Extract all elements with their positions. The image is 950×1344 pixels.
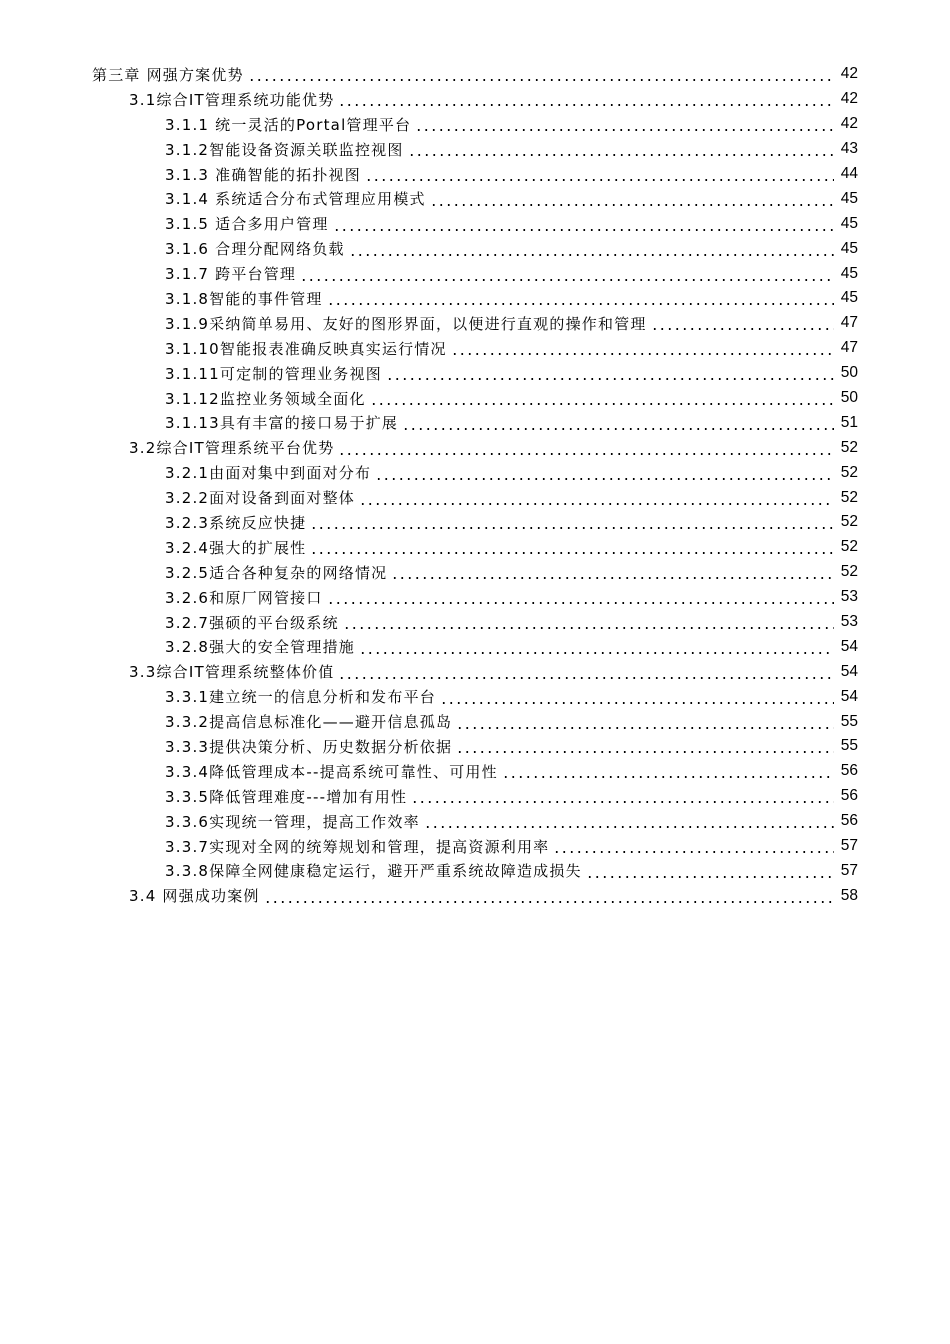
toc-entry[interactable]	[0, 809, 950, 834]
toc-entry[interactable]	[0, 186, 950, 211]
toc-entry-page-number: 45	[840, 214, 858, 232]
toc-entry-page-number: 52	[840, 538, 858, 556]
toc-entry[interactable]	[0, 610, 950, 635]
toc-entry[interactable]	[0, 585, 950, 610]
dot-leader	[456, 714, 834, 730]
dot-leader	[359, 490, 834, 506]
dot-leader	[415, 116, 834, 132]
toc-entry-page-number: 54	[840, 637, 858, 655]
toc-entry-title: 3.1.11可定制的管理业务视图	[165, 364, 382, 383]
toc-entry-title: 3.1.5 适合多用户管理	[165, 215, 329, 234]
dot-leader	[300, 266, 834, 282]
dot-leader	[411, 788, 834, 804]
toc-entry-page-number: 56	[840, 812, 858, 830]
dot-leader	[327, 290, 834, 306]
toc-entry-page-number: 45	[840, 189, 858, 207]
toc-entry-page-number: 52	[840, 513, 858, 531]
toc-entry[interactable]	[0, 659, 950, 684]
dot-leader	[338, 91, 834, 107]
dot-leader	[310, 514, 834, 530]
toc-entry[interactable]	[0, 535, 950, 560]
dot-leader	[338, 664, 834, 680]
toc-entry-title: 3.3.4降低管理成本--提高系统可靠性、可用性	[165, 762, 498, 781]
toc-entry-page-number: 57	[840, 837, 858, 855]
dot-leader	[553, 838, 834, 854]
toc-entry[interactable]	[0, 834, 950, 859]
toc-entry[interactable]	[0, 336, 950, 361]
toc-entry-title: 3.3.1建立统一的信息分析和发布平台	[165, 688, 436, 707]
toc-entry-title: 3.1.9采纳简单易用、友好的图形界面，以便进行直观的操作和管理	[165, 314, 647, 333]
dot-leader	[365, 166, 834, 182]
toc-entry-title: 3.2.2面对设备到面对整体	[165, 489, 355, 508]
dot-leader	[349, 241, 834, 257]
toc-entry-title: 3.1.7 跨平台管理	[165, 265, 297, 284]
toc-entry-page-number: 56	[840, 787, 858, 805]
toc-entry[interactable]	[0, 859, 950, 884]
toc-entry-title: 3.3.5降低管理难度---增加有用性	[165, 787, 408, 806]
toc-entry-page-number: 44	[840, 165, 858, 182]
toc-entry[interactable]	[0, 410, 950, 435]
toc-entry[interactable]	[0, 137, 950, 162]
toc-entry-title: 3.2.5适合各种复杂的网络情况	[165, 563, 388, 582]
dot-leader	[430, 191, 834, 207]
toc-entry[interactable]	[0, 211, 950, 236]
dot-leader	[402, 415, 834, 431]
toc-entry-title: 3.3综合IT管理系统整体价值	[129, 663, 335, 682]
toc-entry-page-number: 54	[840, 662, 858, 680]
toc-entry-page-number: 52	[840, 438, 858, 456]
toc-entry-title: 3.1.1 统一灵活的Portal管理平台	[165, 115, 412, 134]
toc-entry-title: 3.1.3 准确智能的拓扑视图	[165, 165, 361, 184]
toc-entry[interactable]	[0, 784, 950, 809]
toc-entry-title: 3.4 网强成功案例	[129, 887, 260, 906]
dot-leader	[451, 340, 834, 356]
dot-leader	[386, 365, 834, 381]
toc-entry-page-number: 55	[840, 737, 858, 755]
toc-entry-page-number: 42	[840, 90, 858, 108]
toc-entry[interactable]	[0, 311, 950, 336]
dot-leader	[408, 141, 834, 157]
toc-entry[interactable]	[0, 62, 950, 87]
toc-entry-title: 3.1.12监控业务领域全面化	[165, 389, 366, 408]
toc-entry[interactable]	[0, 510, 950, 535]
dot-leader	[359, 639, 834, 655]
dot-leader	[440, 689, 834, 705]
toc-entry[interactable]	[0, 112, 950, 137]
toc-entry-page-number: 53	[840, 613, 858, 631]
toc-entry-title: 3.3.7实现对全网的统筹规划和管理，提高资源利用率	[165, 837, 550, 856]
dot-leader	[333, 216, 834, 232]
toc-entry-title: 第三章 网强方案优势	[92, 65, 244, 84]
toc-entry-page-number: 54	[840, 687, 858, 705]
dot-leader	[248, 66, 834, 82]
dot-leader	[264, 888, 834, 904]
toc-entry-title: 3.2综合IT管理系统平台优势	[129, 439, 335, 458]
toc-entry-page-number: 42	[840, 115, 858, 133]
toc-entry-page-number: 50	[840, 364, 858, 382]
dot-leader	[424, 813, 834, 829]
dot-leader	[338, 440, 834, 456]
toc-entry[interactable]	[0, 286, 950, 311]
toc-entry-title: 3.1综合IT管理系统功能优势	[129, 90, 335, 109]
dot-leader	[310, 539, 834, 555]
toc-entry-title: 3.2.3系统反应快捷	[165, 513, 307, 532]
toc-entry-page-number: 50	[840, 389, 858, 407]
dot-leader	[375, 465, 834, 481]
toc-entry[interactable]	[0, 460, 950, 485]
toc-entry-page-number: 51	[840, 413, 858, 431]
toc-entry[interactable]	[0, 361, 950, 386]
toc-entry[interactable]	[0, 485, 950, 510]
toc-entry[interactable]	[0, 734, 950, 759]
toc-entry[interactable]	[0, 709, 950, 734]
toc-entry-page-number: 52	[840, 488, 858, 506]
toc-entry[interactable]	[0, 162, 950, 187]
toc-entry-page-number: 47	[840, 314, 858, 332]
dot-leader	[502, 763, 834, 779]
toc-entry-title: 3.2.7强硕的平台级系统	[165, 613, 339, 632]
toc-entry-page-number: 57	[840, 861, 858, 879]
toc-entry-title: 3.2.6和原厂网管接口	[165, 588, 323, 607]
toc-entry-page-number: 43	[840, 140, 858, 158]
dot-leader	[391, 564, 834, 580]
toc-entry[interactable]	[0, 560, 950, 585]
toc-entry-page-number: 47	[840, 339, 858, 357]
dot-leader	[586, 863, 834, 879]
toc-entry-title: 3.1.8智能的事件管理	[165, 289, 323, 308]
toc-entry[interactable]	[0, 236, 950, 261]
toc-entry[interactable]	[0, 87, 950, 112]
toc-entry-title: 3.3.6实现统一管理，提高工作效率	[165, 812, 420, 831]
toc-entry[interactable]	[0, 883, 950, 908]
dot-leader	[343, 614, 834, 630]
toc-entry-title: 3.2.4强大的扩展性	[165, 538, 307, 557]
toc-entry-page-number: 45	[840, 239, 858, 257]
toc-entry-title: 3.2.8强大的安全管理措施	[165, 638, 355, 657]
toc-entry-title: 3.1.13具有丰富的接口易于扩展	[165, 414, 399, 433]
toc-entry-title: 3.2.1由面对集中到面对分布	[165, 464, 372, 483]
dot-leader	[456, 738, 834, 754]
toc-entry-page-number: 56	[840, 762, 858, 780]
toc-entry-title: 3.1.2智能设备资源关联监控视图	[165, 140, 404, 159]
dot-leader	[651, 315, 834, 331]
toc-entry-title: 3.1.10智能报表准确反映真实运行情况	[165, 339, 447, 358]
toc-entry[interactable]	[0, 261, 950, 286]
toc-entry-page-number: 52	[840, 563, 858, 581]
toc-entry-title: 3.3.8保障全网健康稳定运行，避开严重系统故障造成损失	[165, 862, 582, 881]
table-of-contents	[0, 62, 950, 908]
toc-entry-page-number: 42	[840, 65, 858, 83]
toc-entry[interactable]	[0, 634, 950, 659]
toc-entry-title: 3.1.4 系统适合分布式管理应用模式	[165, 190, 426, 209]
dot-leader	[327, 589, 834, 605]
toc-entry-title: 3.3.3提供决策分析、历史数据分析依据	[165, 737, 453, 756]
toc-entry[interactable]	[0, 435, 950, 460]
toc-entry-page-number: 52	[840, 463, 858, 481]
toc-entry-title: 3.3.2提高信息标准化——避开信息孤岛	[165, 713, 453, 732]
toc-entry[interactable]	[0, 759, 950, 784]
toc-entry-page-number: 45	[840, 264, 858, 282]
toc-entry-title: 3.1.6 合理分配网络负载	[165, 240, 345, 259]
toc-entry-page-number: 45	[840, 289, 858, 307]
dot-leader	[370, 390, 834, 406]
toc-entry-page-number: 58	[840, 886, 858, 904]
toc-entry-page-number: 55	[840, 712, 858, 730]
toc-entry[interactable]	[0, 386, 950, 411]
toc-entry[interactable]	[0, 684, 950, 709]
toc-entry-page-number: 53	[840, 588, 858, 606]
